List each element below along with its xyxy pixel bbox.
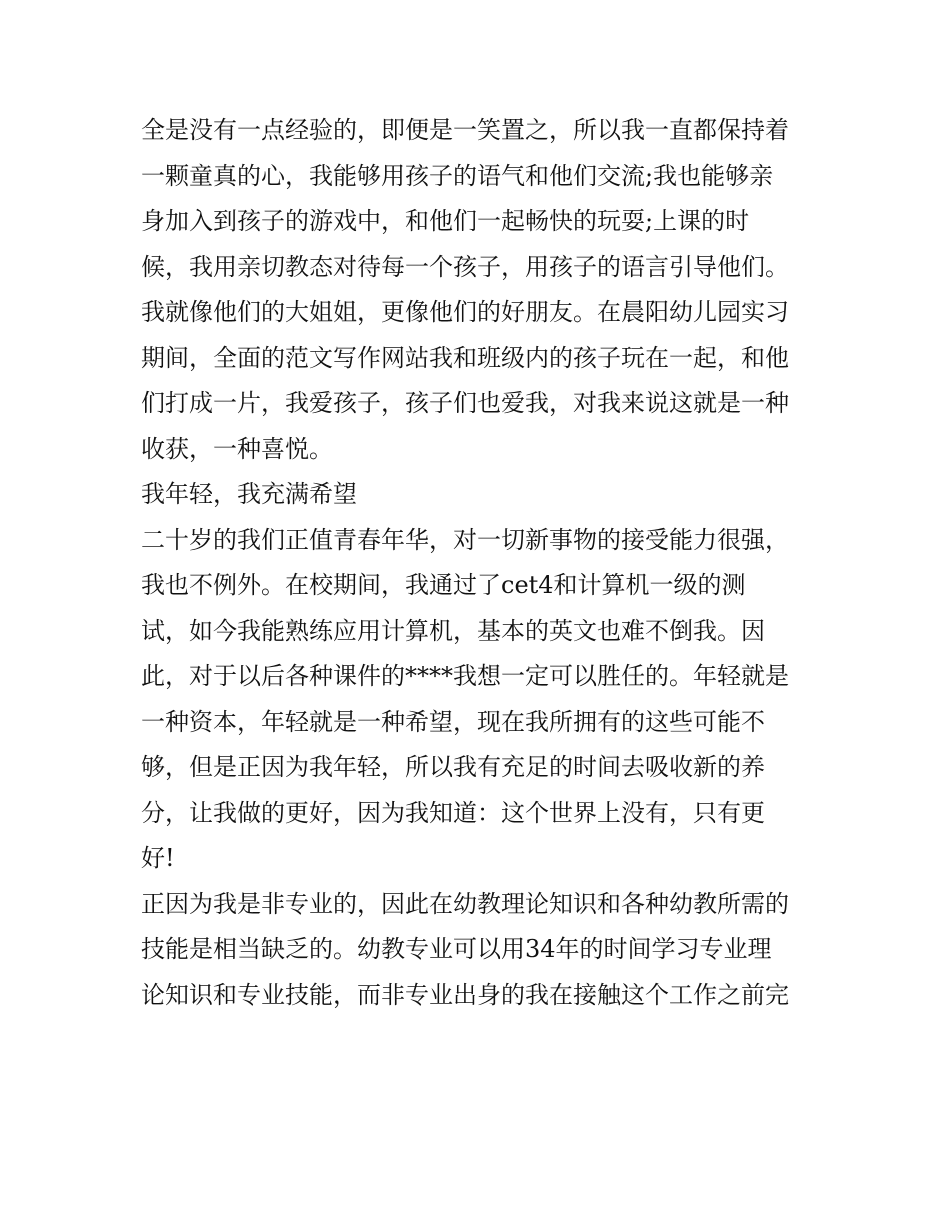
text-line: 们打成一片，我爱孩子，孩子们也爱我，对我来说这就是一种	[141, 389, 789, 417]
text-line: 期间，全面的范文写作网站我和班级内的孩子玩在一起，和他	[141, 343, 789, 372]
text-line: 我就像他们的大姐姐，更像他们的好朋友。在晨阳幼儿园实习	[141, 298, 789, 326]
text-line: 此，对于以后各种课件的****我想一定可以胜任的。年轻就是	[141, 662, 789, 690]
text-line: 全是没有一点经验的，即便是一笑置之，所以我一直都保持着	[141, 116, 789, 144]
text-line: 正因为我是非专业的，因此在幼教理论知识和各种幼教所需的	[141, 889, 789, 918]
text-line: 一颗童真的心，我能够用孩子的语气和他们交流;我也能够亲	[141, 161, 774, 190]
text-line: 好!	[141, 844, 175, 872]
text-line: 二十岁的我们正值青春年华，对一切新事物的接受能力很强，	[141, 525, 789, 554]
text-line: 够，但是正因为我年轻，所以我有充足的时间去吸收新的养	[141, 753, 765, 781]
text-line: 收获，一种喜悦。	[141, 434, 333, 463]
text-line: 身加入到孩子的游戏中，和他们一起畅快的玩耍;上课的时	[141, 207, 750, 235]
document-body	[141, 108, 821, 1018]
text-line: 分，让我做的更好，因为我知道：这个世界上没有，只有更	[141, 798, 765, 827]
text-line: 试，如今我能熟练应用计算机，基本的英文也难不倒我。因	[141, 616, 765, 645]
section-heading: 我年轻，我充满希望	[141, 480, 357, 508]
text-line: 候，我用亲切教态对待每一个孩子，用孩子的语言引导他们。	[141, 252, 789, 281]
text-line: 一种资本，年轻就是一种希望，现在我所拥有的这些可能不	[141, 707, 765, 736]
text-line: 我也不例外。在校期间，我通过了cet4和计算机一级的测	[141, 571, 746, 599]
text-line: 论知识和专业技能，而非专业出身的我在接触这个工作之前完	[141, 980, 789, 1009]
text-line: 技能是相当缺乏的。幼教专业可以用34年的时间学习专业理	[141, 935, 772, 963]
